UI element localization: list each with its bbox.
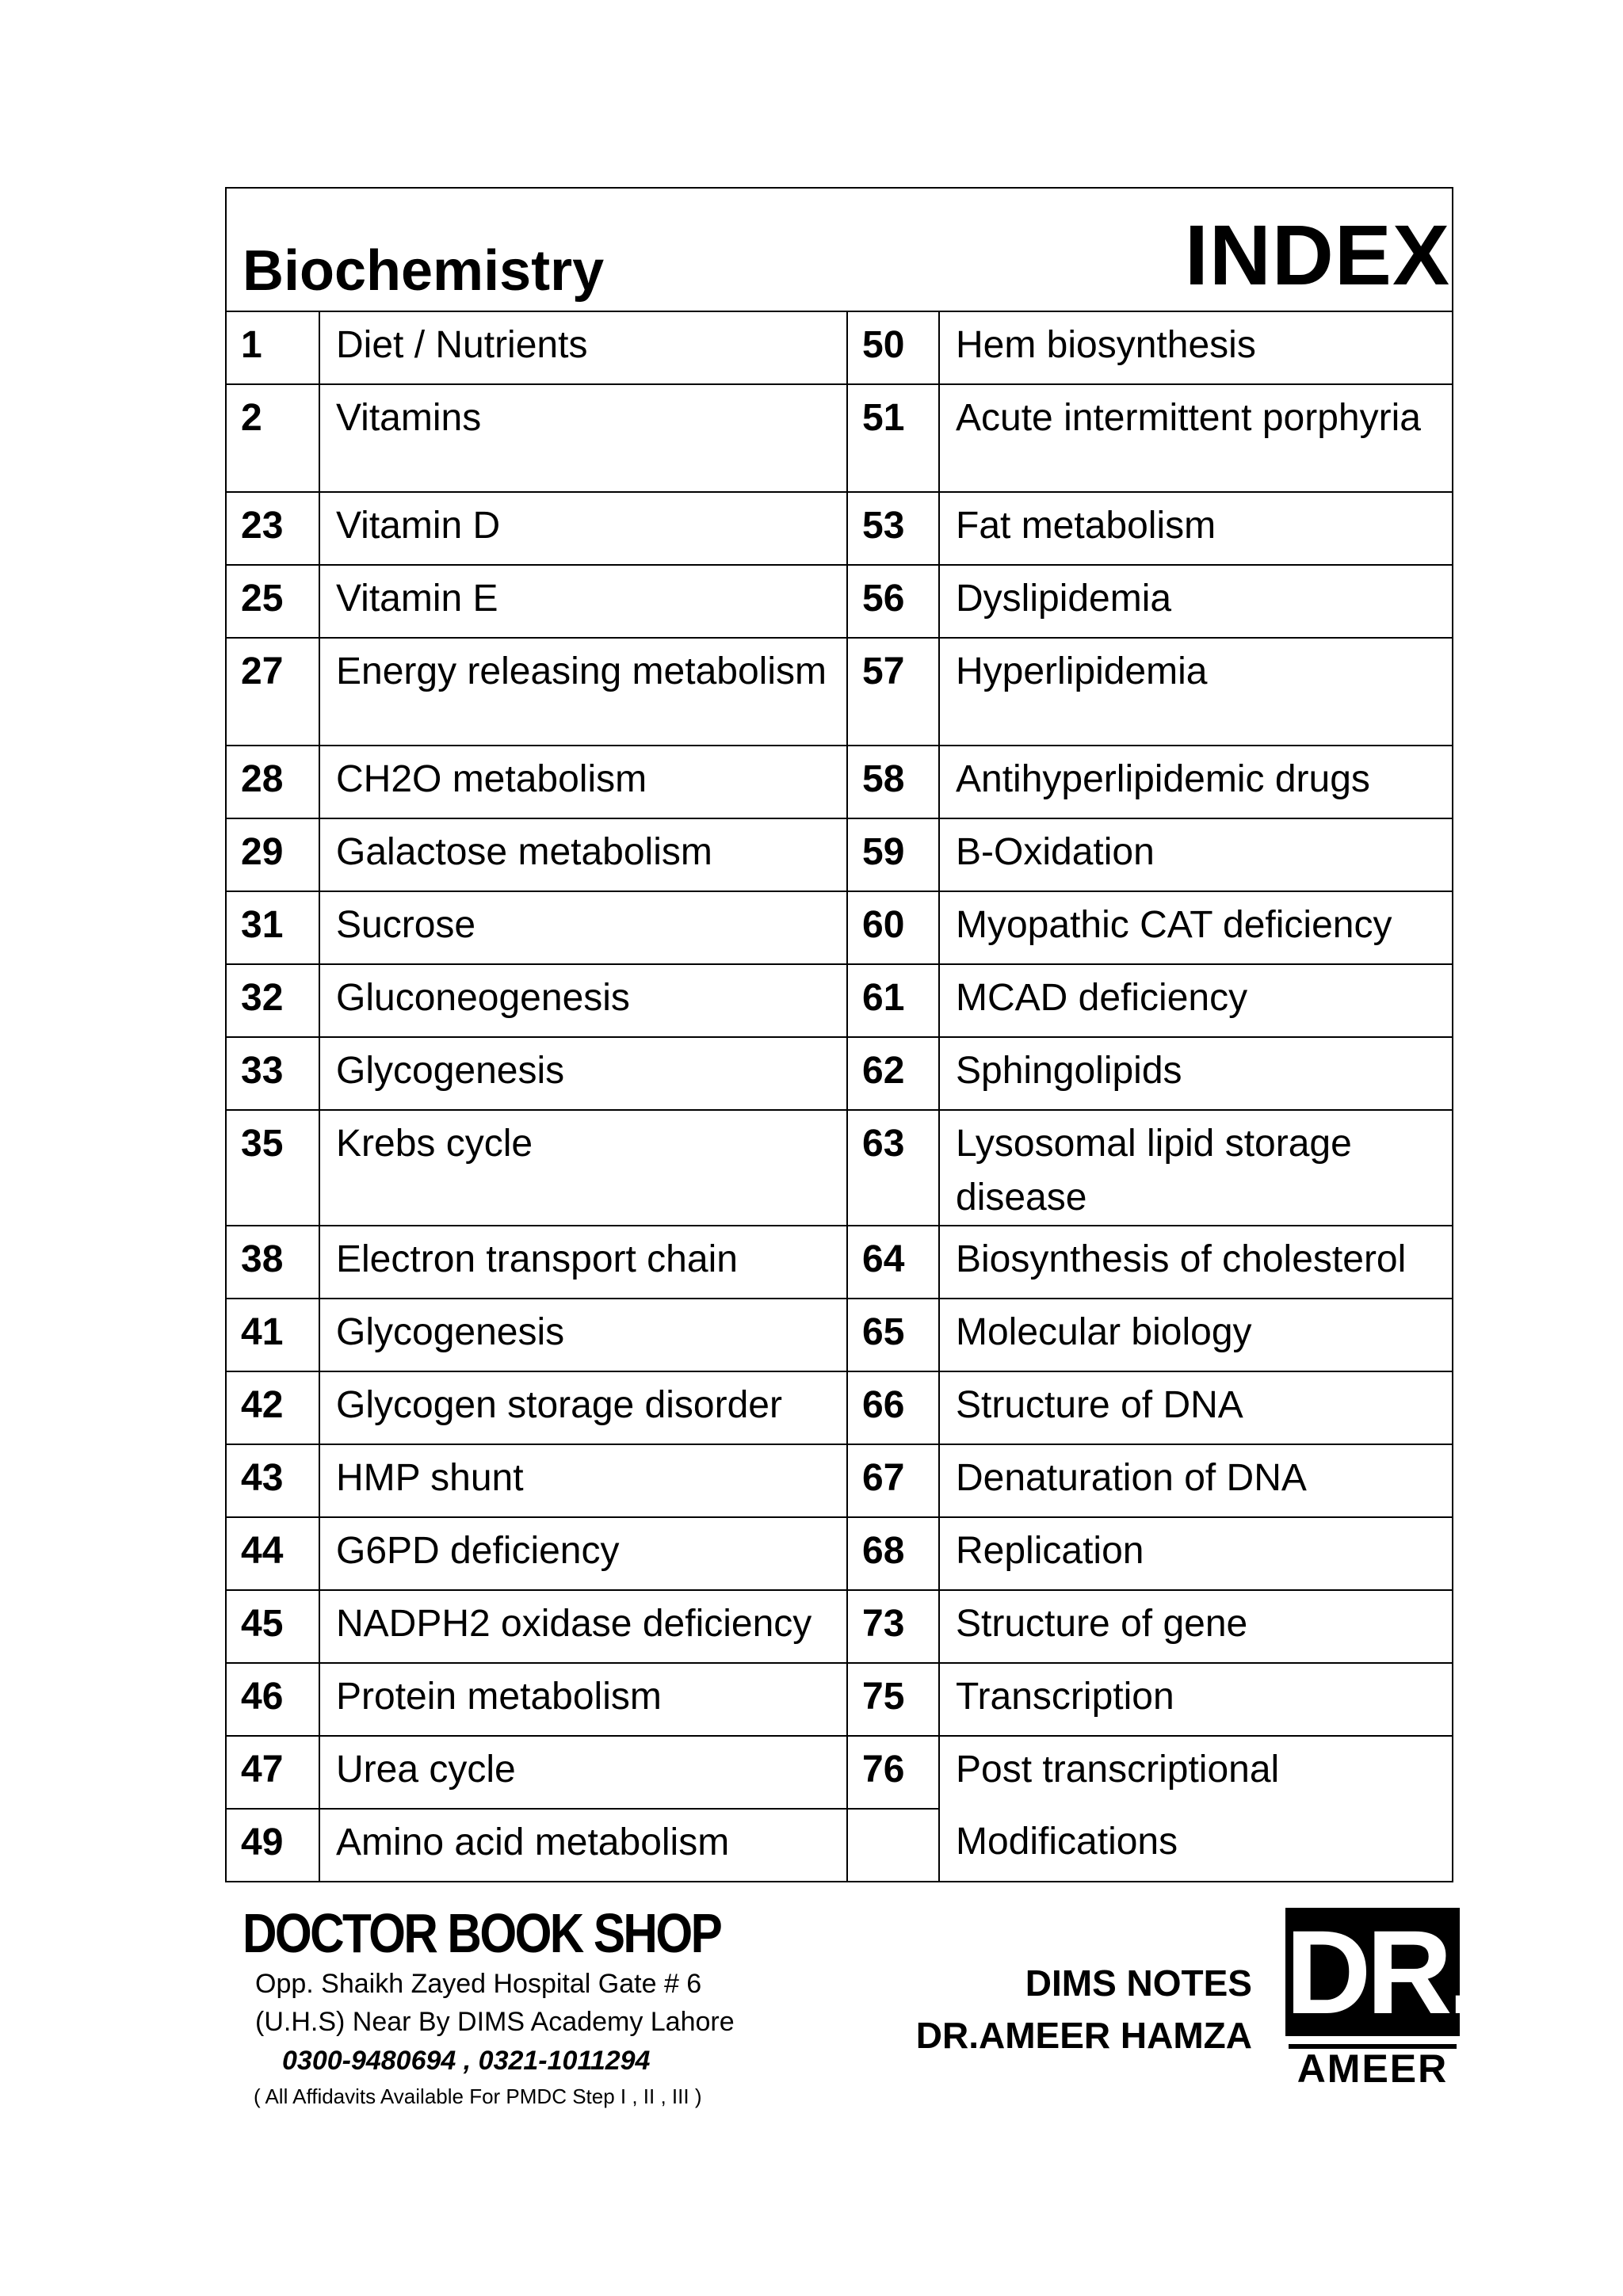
right-topic: Antihyperlipidemic drugs (939, 746, 1453, 818)
left-topic: HMP shunt (319, 1444, 847, 1517)
left-page-number: 41 (226, 1299, 319, 1371)
right-topic: Lysosomal lipid storage disease (939, 1110, 1453, 1226)
right-page-number: 53 (847, 492, 939, 565)
right-page-number: 63 (847, 1110, 939, 1226)
table-row (226, 311, 1453, 384)
left-topic: Gluconeogenesis (319, 964, 847, 1037)
left-topic: Krebs cycle (319, 1110, 847, 1226)
table-row (226, 1371, 1453, 1444)
left-page-number: 1 (226, 311, 319, 384)
table-row (226, 638, 1453, 746)
right-page-number: 67 (847, 1444, 939, 1517)
right-topic: Modifications (939, 1809, 1453, 1882)
table-row (226, 1226, 1453, 1299)
right-topic: MCAD deficiency (939, 964, 1453, 1037)
left-page-number: 47 (226, 1736, 319, 1809)
right-topic: Structure of gene (939, 1590, 1453, 1663)
right-topic: Dyslipidemia (939, 565, 1453, 638)
left-page-number: 42 (226, 1371, 319, 1444)
left-topic: Glycogen storage disorder (319, 1371, 847, 1444)
right-topic: Molecular biology (939, 1299, 1453, 1371)
left-page-number: 28 (226, 746, 319, 818)
right-topic: Post transcriptional (939, 1736, 1453, 1809)
logo-mark: DR. (1285, 1905, 1476, 2039)
left-topic: Amino acid metabolism (319, 1809, 847, 1882)
notes-credit (872, 1957, 1252, 2061)
shop-info (242, 1901, 734, 2112)
right-page-number: 60 (847, 891, 939, 964)
table-row (226, 746, 1453, 818)
left-page-number: 23 (226, 492, 319, 565)
right-page-number: 76 (847, 1736, 939, 1809)
left-page-number: 44 (226, 1517, 319, 1590)
right-page-number: 51 (847, 384, 939, 492)
right-page-number (847, 1809, 939, 1882)
left-topic: Glycogenesis (319, 1299, 847, 1371)
right-topic: Denaturation of DNA (939, 1444, 1453, 1517)
left-page-number: 32 (226, 964, 319, 1037)
left-page-number: 35 (226, 1110, 319, 1226)
right-topic: Acute intermittent porphyria (939, 384, 1453, 492)
left-topic: Sucrose (319, 891, 847, 964)
left-page-number: 33 (226, 1037, 319, 1110)
header-row (226, 188, 1453, 311)
left-page-number: 43 (226, 1444, 319, 1517)
left-page-number: 46 (226, 1663, 319, 1736)
left-topic: Diet / Nutrients (319, 311, 847, 384)
table-row (226, 1110, 1453, 1226)
left-topic: G6PD deficiency (319, 1517, 847, 1590)
index-table (225, 187, 1453, 1882)
left-topic: Energy releasing metabolism (319, 638, 847, 746)
left-page-number: 27 (226, 638, 319, 746)
left-topic: Vitamin D (319, 492, 847, 565)
table-row (226, 1037, 1453, 1110)
right-page-number: 59 (847, 818, 939, 891)
left-topic: Electron transport chain (319, 1226, 847, 1299)
right-topic: Myopathic CAT deficiency (939, 891, 1453, 964)
header-cell (226, 188, 1453, 311)
table-row (226, 1299, 1453, 1371)
right-topic: Transcription (939, 1663, 1453, 1736)
table-row (226, 1809, 1453, 1882)
left-topic: Vitamins (319, 384, 847, 492)
left-topic: Protein metabolism (319, 1663, 847, 1736)
right-page-number: 62 (847, 1037, 939, 1110)
left-page-number: 49 (226, 1809, 319, 1882)
dr-ameer-logo (1285, 1905, 1476, 2091)
table-row (226, 1736, 1453, 1809)
right-page-number: 58 (847, 746, 939, 818)
right-topic: B-Oxidation (939, 818, 1453, 891)
table-row (226, 1590, 1453, 1663)
right-page-number: 56 (847, 565, 939, 638)
right-topic: Replication (939, 1517, 1453, 1590)
notes-line2: DR.AMEER HAMZA (915, 2015, 1252, 2056)
right-topic: Hem biosynthesis (939, 311, 1453, 384)
left-topic: Galactose metabolism (319, 818, 847, 891)
shop-address-line2: (U.H.S) Near By DIMS Academy Lahore (255, 2007, 735, 2037)
right-page-number: 66 (847, 1371, 939, 1444)
right-page-number: 65 (847, 1299, 939, 1371)
left-topic: Glycogenesis (319, 1037, 847, 1110)
right-page-number: 73 (847, 1590, 939, 1663)
table-row (226, 1517, 1453, 1590)
table-row (226, 384, 1453, 492)
right-topic: Biosynthesis of cholesterol (939, 1226, 1453, 1299)
left-page-number: 38 (226, 1226, 319, 1299)
right-page-number: 68 (847, 1517, 939, 1590)
left-page-number: 31 (226, 891, 319, 964)
left-page-number: 45 (226, 1590, 319, 1663)
table-row (226, 964, 1453, 1037)
table-row (226, 891, 1453, 964)
right-page-number: 75 (847, 1663, 939, 1736)
table-row (226, 818, 1453, 891)
right-page-number: 64 (847, 1226, 939, 1299)
right-page-number: 61 (847, 964, 939, 1037)
left-topic: Vitamin E (319, 565, 847, 638)
right-topic: Fat metabolism (939, 492, 1453, 565)
shop-note: ( All Affidavits Available For PMDC Step I , II , III ) (254, 2084, 702, 2108)
table-row (226, 1444, 1453, 1517)
subject-title: Biochemistry (242, 239, 605, 303)
left-topic: Urea cycle (319, 1736, 847, 1809)
right-page-number: 50 (847, 311, 939, 384)
right-topic: Structure of DNA (939, 1371, 1453, 1444)
logo-name: AMEER (1296, 2046, 1449, 2091)
table-row (226, 492, 1453, 565)
left-topic: NADPH2 oxidase deficiency (319, 1590, 847, 1663)
left-page-number: 29 (226, 818, 319, 891)
table-row (226, 1663, 1453, 1736)
left-page-number: 2 (226, 384, 319, 492)
right-topic: Sphingolipids (939, 1037, 1453, 1110)
index-table-body (226, 188, 1453, 1882)
notes-line1: DIMS NOTES (1025, 1962, 1252, 2004)
right-page-number: 57 (847, 638, 939, 746)
right-topic: Hyperlipidemia (939, 638, 1453, 746)
left-page-number: 25 (226, 565, 319, 638)
left-topic: CH2O metabolism (319, 746, 847, 818)
table-row (226, 565, 1453, 638)
shop-name: DOCTOR BOOK SHOP (242, 1902, 721, 1964)
shop-phones: 0300-9480694 , 0321-1011294 (282, 2046, 651, 2076)
shop-address-line1: Opp. Shaikh Zayed Hospital Gate # 6 (255, 1969, 702, 1999)
index-title: INDEX (1184, 207, 1450, 303)
